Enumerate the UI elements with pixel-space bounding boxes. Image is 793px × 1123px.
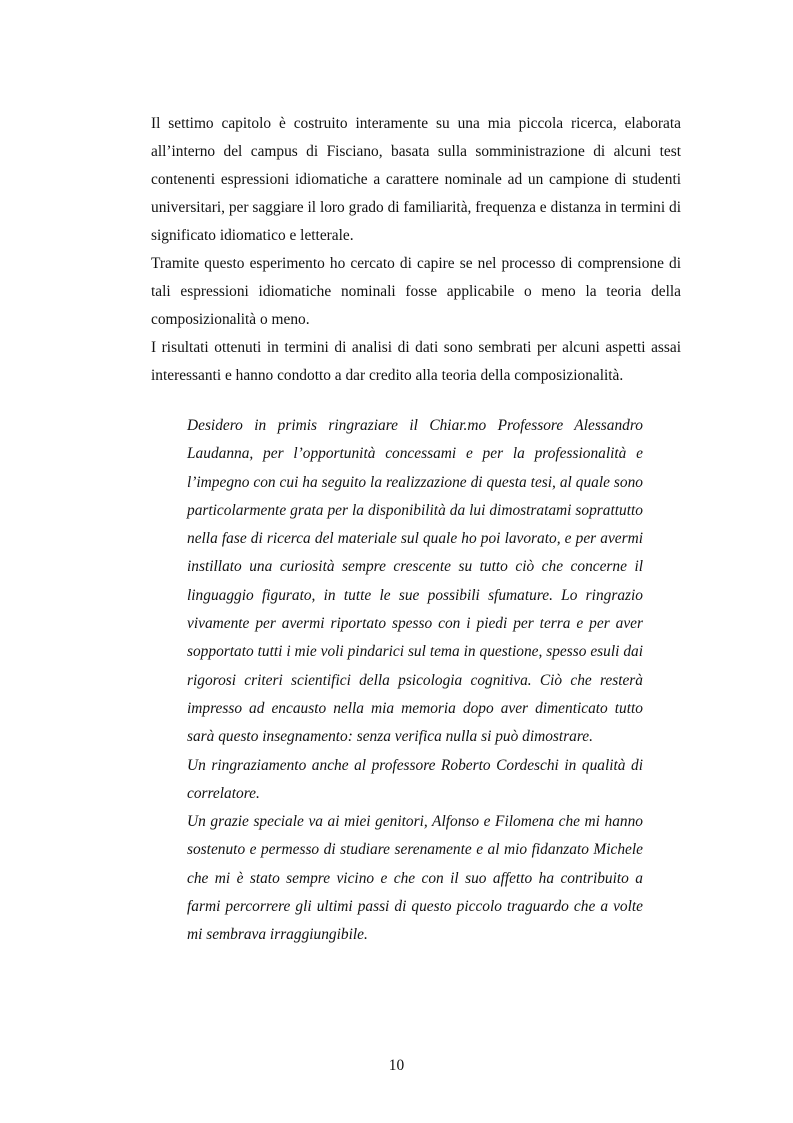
ack-paragraph-correlator: Un ringraziamento anche al professore Roberto Cordeschi in qualità di correlatore.	[187, 756, 643, 802]
ack-paragraph-family: Un grazie speciale va ai miei genitori, Alfonso e Filomena che mi hanno sostenuto e permesso di studiare serenamente e al mio fidanzato Michele che mi è stato sempre vicino e che con il suo affetto ha contribuito a farmi percorrere gli ultimi passi di questo piccolo traguardo che a volte mi sembrava irraggiungibile.	[187, 813, 643, 944]
page-number: 10	[388, 1057, 405, 1074]
body-paragraph-research: Il settimo capitolo è costruito interamente su una mia piccola ricerca, elaborata all’interno del campus di Fisciano, basata sulla somministrazione di alcuni test contenenti espressioni idiomatiche a carattere nominale ad un campione di studenti universitari, per saggiare il loro grado di familiarità, frequenza e distanza in termini di significato idiomatico e letterale.	[151, 115, 681, 244]
body-paragraph-experiment: Tramite questo esperimento ho cercato di capire se nel processo di comprensione di tali espressioni idiomatiche nominali fosse applicabile o meno la teoria della composizionalità o meno.	[151, 255, 681, 328]
ack-paragraph-supervisor: Desidero in primis ringraziare il Chiar.mo Professore Alessandro Laudanna, per l’opportunità concessami e per la professionalità e l’impegno con cui ha seguito la realizzazione di questa tesi, al quale sono particolarmente grata per la disponibilità da lui dimostratami soprattutto nella fase di ricerca del materiale sul quale ho poi lavorato, e per avermi instillato una curiosità sempre crescente su tutto ciò che concerne il linguaggio figurato, in tutte le sue possibili sfumature. Lo ringrazio vivamente per avermi riportato spesso con i piedi per terra e per aver sopportato tutti i mie voli pindarici sul tema in questione, spesso esuli dai rigorosi criteri scientifici della psicologia cognitiva. Ciò che resterà impresso ad encausto nella mia memoria dopo aver dimenticato tutto sarà questo insegnamento: senza verifica nulla si può dimostrare.	[187, 417, 643, 746]
body-text	[151, 110, 681, 390]
acknowledgements	[187, 412, 643, 950]
body-paragraph-results: I risultati ottenuti in termini di analisi di dati sono sembrati per alcuni aspetti assai interessanti e hanno condotto a dar credito alla teoria della composizionalità.	[151, 339, 681, 384]
